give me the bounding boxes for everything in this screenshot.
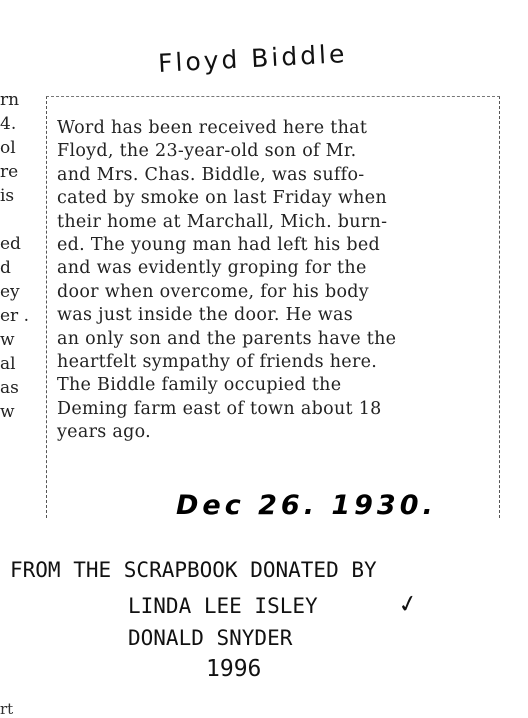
fragment-line: w <box>0 402 15 422</box>
fragment-line: rn <box>0 90 20 110</box>
fragment-line: ed <box>0 234 21 254</box>
handwritten-title: Floyd Biddle <box>157 39 349 78</box>
fragment-line: w <box>0 330 15 350</box>
checkmark-icon: ✓ <box>395 588 421 620</box>
article-line: Deming farm east of town about 18 <box>57 398 382 419</box>
article-line: Word has been received here that <box>57 118 368 138</box>
article-line: cated by smoke on last Friday when <box>57 188 387 209</box>
article-line: an only son and the parents have the <box>57 328 397 349</box>
article-line: and was evidently groping for the <box>57 258 367 279</box>
footer-donor-name-2: DONALD SNYDER <box>128 626 293 650</box>
footer-line-donated: FROM THE SCRAPBOOK DONATED BY <box>10 558 377 582</box>
article-line: their home at Marchall, Mich. burn- <box>57 211 388 232</box>
fragment-line: re <box>0 162 19 182</box>
article-line: years ago. <box>57 422 152 443</box>
left-column-fragments <box>0 88 40 424</box>
fragment-line: 4. <box>0 114 17 134</box>
handwritten-date: Dec 26. 1930. <box>176 490 437 521</box>
article-line: heartfelt sympathy of friends here. <box>57 351 378 372</box>
fragment-line: d <box>0 258 11 278</box>
fragment-line: ey <box>0 282 20 302</box>
footer-donor-name: LINDA LEE ISLEY <box>128 594 318 618</box>
fragment-line: is <box>0 186 15 206</box>
article-line: and Mrs. Chas. Biddle, was suffo- <box>57 164 365 185</box>
article-line: was just inside the door. He was <box>57 305 354 326</box>
bottom-fragment: rt <box>0 700 14 718</box>
newspaper-clipping <box>46 96 500 518</box>
article-line: ed. The young man had left his bed <box>57 234 381 255</box>
footer-year: 1996 <box>206 656 262 682</box>
fragment-line: er . <box>0 306 29 326</box>
fragment-line: as <box>0 378 19 398</box>
fragment-line: ol <box>0 138 16 158</box>
fragment-line <box>0 208 40 232</box>
article-line: door when overcome, for his body <box>57 281 369 302</box>
fragment-line: al <box>0 354 16 374</box>
article-line: The Biddle family occupied the <box>57 375 342 396</box>
article-body <box>57 117 497 444</box>
article-line: Floyd, the 23-year-old son of Mr. <box>57 141 357 162</box>
